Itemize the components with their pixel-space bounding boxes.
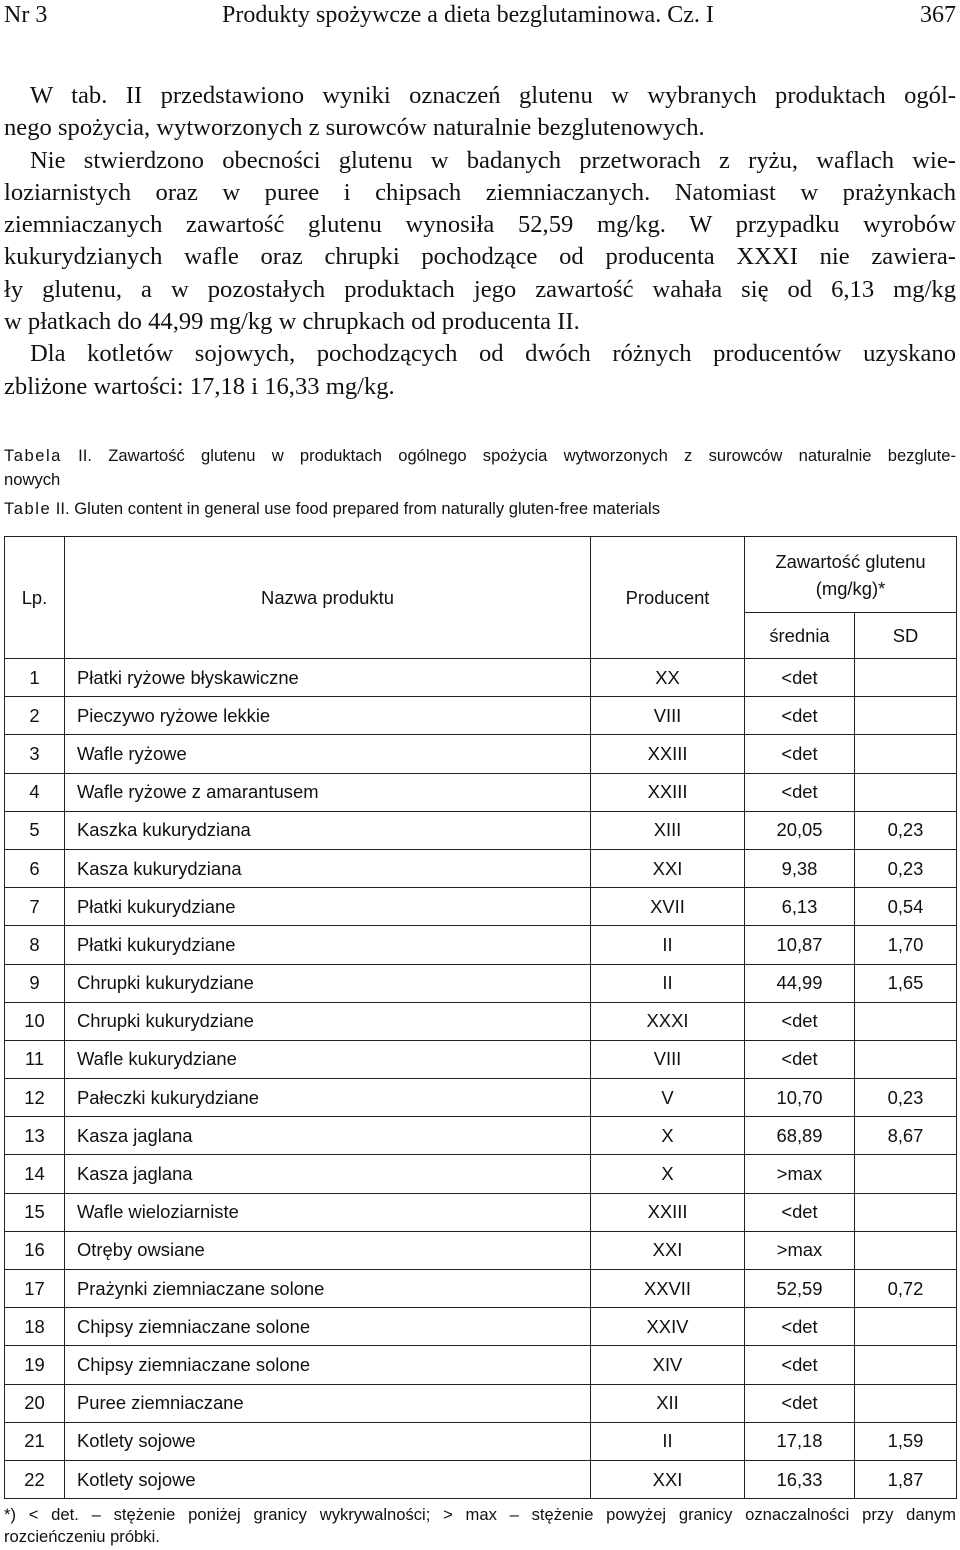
row-lp: 13	[5, 1117, 65, 1155]
table-row	[5, 1460, 957, 1498]
row-mean-value: <det	[745, 1002, 855, 1040]
header-mean: średnia	[745, 613, 855, 659]
table-row	[5, 1422, 957, 1460]
row-mean-value: <det	[745, 773, 855, 811]
footnote-line: *) < det. – stężenie poniżej granicy wykrywalności; > max – stężenie powyżej granicy oznaczalności przy danym	[4, 1505, 956, 1524]
table-row	[5, 1002, 957, 1040]
table-row	[5, 926, 957, 964]
row-mean-value: 9,38	[745, 849, 855, 887]
row-lp: 8	[5, 926, 65, 964]
row-lp: 15	[5, 1193, 65, 1231]
table-body	[5, 659, 957, 1499]
row-producer: X	[591, 1155, 745, 1193]
row-lp: 19	[5, 1346, 65, 1384]
row-sd-value	[855, 735, 957, 773]
row-product-name: Puree ziemniaczane	[65, 1384, 591, 1422]
row-producer: XXIV	[591, 1308, 745, 1346]
row-lp: 11	[5, 1040, 65, 1078]
row-product-name: Kasza jaglana	[65, 1155, 591, 1193]
row-lp: 20	[5, 1384, 65, 1422]
row-producer: XXVII	[591, 1270, 745, 1308]
table-row	[5, 1040, 957, 1078]
row-sd-value: 0,23	[855, 811, 957, 849]
row-product-name: Kotlety sojowe	[65, 1422, 591, 1460]
row-producer: XX	[591, 659, 745, 697]
caption-text: Zawartość glutenu w produktach ogólnego spożycia wytworzonych z surowców naturalnie bezglute-	[108, 446, 956, 465]
row-lp: 1	[5, 659, 65, 697]
row-product-name: Chrupki kukurydziane	[65, 964, 591, 1002]
row-lp: 16	[5, 1231, 65, 1269]
row-lp: 4	[5, 773, 65, 811]
row-sd-value: 8,67	[855, 1117, 957, 1155]
caption-number: II.	[55, 499, 70, 518]
table-footnote	[4, 1504, 956, 1548]
table-row	[5, 697, 957, 735]
row-lp: 7	[5, 888, 65, 926]
page-number: 367	[920, 2, 956, 28]
row-product-name: Kaszka kukurydziana	[65, 811, 591, 849]
row-product-name: Kasza kukurydziana	[65, 849, 591, 887]
row-product-name: Wafle ryżowe	[65, 735, 591, 773]
row-product-name: Kotlety sojowe	[65, 1460, 591, 1498]
body-line: Dla kotletów sojowych, pochodzących od dwóch różnych producentów uzyskano	[30, 340, 956, 368]
body-paragraphs	[4, 80, 956, 403]
row-product-name: Chipsy ziemniaczane solone	[65, 1346, 591, 1384]
row-producer: II	[591, 926, 745, 964]
row-sd-value: 1,87	[855, 1460, 957, 1498]
row-product-name: Płatki kukurydziane	[65, 926, 591, 964]
header-gluten-content-unit: (mg/kg)*	[815, 577, 886, 599]
body-line: kukurydzianych wafle oraz chrupki pochodzące od producenta XXXI nie zawiera-	[4, 243, 956, 271]
row-product-name: Chrupki kukurydziane	[65, 1002, 591, 1040]
table-row	[5, 1270, 957, 1308]
row-product-name: Płatki ryżowe błyskawiczne	[65, 659, 591, 697]
row-producer: XII	[591, 1384, 745, 1422]
row-sd-value: 1,65	[855, 964, 957, 1002]
row-producer: XXXI	[591, 1002, 745, 1040]
gluten-content-table	[4, 536, 957, 1499]
row-producer: II	[591, 964, 745, 1002]
row-lp: 5	[5, 811, 65, 849]
row-producer: XXI	[591, 1460, 745, 1498]
table-row	[5, 659, 957, 697]
row-lp: 14	[5, 1155, 65, 1193]
row-product-name: Otręby owsiane	[65, 1231, 591, 1269]
row-sd-value	[855, 1384, 957, 1422]
row-sd-value	[855, 1346, 957, 1384]
row-producer: X	[591, 1117, 745, 1155]
row-lp: 21	[5, 1422, 65, 1460]
row-sd-value: 0,54	[855, 888, 957, 926]
row-product-name: Prażynki ziemniaczane solone	[65, 1270, 591, 1308]
row-product-name: Pieczywo ryżowe lekkie	[65, 697, 591, 735]
row-mean-value: >max	[745, 1155, 855, 1193]
table-row	[5, 1193, 957, 1231]
row-producer: XXIII	[591, 773, 745, 811]
row-producer: XXI	[591, 1231, 745, 1269]
row-mean-value: <det	[745, 735, 855, 773]
row-mean-value: 44,99	[745, 964, 855, 1002]
row-lp: 17	[5, 1270, 65, 1308]
row-lp: 22	[5, 1460, 65, 1498]
running-title: Produkty spożywcze a dieta bezglutaminowa. Cz. I	[222, 2, 714, 28]
body-line: loziarnistych oraz w puree i chipsach ziemniaczanych. Natomiast w prażynkach	[4, 178, 956, 206]
table-caption-english	[4, 497, 956, 521]
body-line: ły glutenu, a w pozostałych produktach jego zawartość wahała się od 6,13 mg/kg	[4, 275, 956, 303]
table-row	[5, 888, 957, 926]
header-sd: SD	[855, 613, 957, 659]
row-producer: VIII	[591, 1040, 745, 1078]
header-producer: Producent	[591, 537, 745, 659]
table-row	[5, 1079, 957, 1117]
header-lp: Lp.	[5, 537, 65, 659]
row-product-name: Kasza jaglana	[65, 1117, 591, 1155]
row-sd-value	[855, 1231, 957, 1269]
table-row	[5, 1155, 957, 1193]
row-producer: XXI	[591, 849, 745, 887]
row-lp: 3	[5, 735, 65, 773]
table-caption-polish	[4, 444, 956, 492]
table-row	[5, 1308, 957, 1346]
caption-number: II.	[78, 446, 92, 465]
row-mean-value: >max	[745, 1231, 855, 1269]
row-producer: XXIII	[591, 735, 745, 773]
caption-text-continued: nowych	[4, 470, 61, 489]
body-line: W tab. II przedstawiono wyniki oznaczeń glutenu w wybranych produktach ogól-	[30, 82, 956, 109]
table-row	[5, 964, 957, 1002]
row-mean-value: <det	[745, 659, 855, 697]
row-sd-value: 0,23	[855, 1079, 957, 1117]
row-product-name: Pałeczki kukurydziane	[65, 1079, 591, 1117]
table-row	[5, 1117, 957, 1155]
body-line: zbliżone wartości: 17,18 i 16,33 mg/kg.	[4, 372, 395, 400]
table-row	[5, 1346, 957, 1384]
caption-label: Tabela	[4, 446, 62, 465]
row-sd-value: 0,72	[855, 1270, 957, 1308]
row-sd-value: 1,59	[855, 1422, 957, 1460]
row-mean-value: <det	[745, 1040, 855, 1078]
row-sd-value: 1,70	[855, 926, 957, 964]
row-product-name: Chipsy ziemniaczane solone	[65, 1308, 591, 1346]
table-row	[5, 1384, 957, 1422]
row-mean-value: <det	[745, 1193, 855, 1231]
row-lp: 12	[5, 1079, 65, 1117]
row-mean-value: 6,13	[745, 888, 855, 926]
page-header	[4, 0, 956, 34]
row-mean-value: 10,70	[745, 1079, 855, 1117]
row-lp: 2	[5, 697, 65, 735]
row-producer: XXIII	[591, 1193, 745, 1231]
header-gluten-content	[745, 537, 957, 613]
table-row	[5, 811, 957, 849]
table-row	[5, 1231, 957, 1269]
row-lp: 9	[5, 964, 65, 1002]
table-head	[5, 537, 957, 659]
row-mean-value: 10,87	[745, 926, 855, 964]
row-sd-value	[855, 697, 957, 735]
row-mean-value: <det	[745, 1308, 855, 1346]
header-product-name: Nazwa produktu	[65, 537, 591, 659]
row-mean-value: 16,33	[745, 1460, 855, 1498]
row-sd-value: 0,23	[855, 849, 957, 887]
row-sd-value	[855, 1193, 957, 1231]
table-row	[5, 849, 957, 887]
body-line: Nie stwierdzono obecności glutenu w badanych przetworach z ryżu, waflach wie-	[30, 146, 956, 174]
row-mean-value: 17,18	[745, 1422, 855, 1460]
row-product-name: Wafle kukurydziane	[65, 1040, 591, 1078]
table-row	[5, 773, 957, 811]
row-product-name: Wafle wieloziarniste	[65, 1193, 591, 1231]
body-line: nego spożycia, wytworzonych z surowców naturalnie bezglutenowych.	[4, 114, 705, 142]
body-line: w płatkach do 44,99 mg/kg w chrupkach od producenta II.	[4, 308, 580, 336]
row-sd-value	[855, 1040, 957, 1078]
row-lp: 10	[5, 1002, 65, 1040]
row-mean-value: <det	[745, 1384, 855, 1422]
row-mean-value: 52,59	[745, 1270, 855, 1308]
row-producer: II	[591, 1422, 745, 1460]
row-sd-value	[855, 659, 957, 697]
body-line: ziemniaczanych zawartość glutenu wynosiła 52,59 mg/kg. W przypadku wyrobów	[4, 211, 956, 239]
row-mean-value: <det	[745, 697, 855, 735]
row-sd-value	[855, 1002, 957, 1040]
row-product-name: Wafle ryżowe z amarantusem	[65, 773, 591, 811]
row-sd-value	[855, 1155, 957, 1193]
row-sd-value	[855, 773, 957, 811]
row-lp: 18	[5, 1308, 65, 1346]
header-gluten-content-label: Zawartość glutenu	[775, 550, 926, 572]
table-row	[5, 735, 957, 773]
caption-text: Gluten content in general use food prepared from naturally gluten-free materials	[74, 499, 660, 518]
footnote-line: rozcieńczeniu próbki.	[4, 1527, 160, 1546]
row-mean-value: <det	[745, 1346, 855, 1384]
row-producer: XVII	[591, 888, 745, 926]
row-lp: 6	[5, 849, 65, 887]
row-producer: VIII	[591, 697, 745, 735]
row-sd-value	[855, 1308, 957, 1346]
row-producer: XIV	[591, 1346, 745, 1384]
row-mean-value: 68,89	[745, 1117, 855, 1155]
row-producer: V	[591, 1079, 745, 1117]
caption-label: Table	[4, 499, 52, 518]
row-producer: XIII	[591, 811, 745, 849]
journal-issue: Nr 3	[4, 2, 48, 28]
row-product-name: Płatki kukurydziane	[65, 888, 591, 926]
row-mean-value: 20,05	[745, 811, 855, 849]
